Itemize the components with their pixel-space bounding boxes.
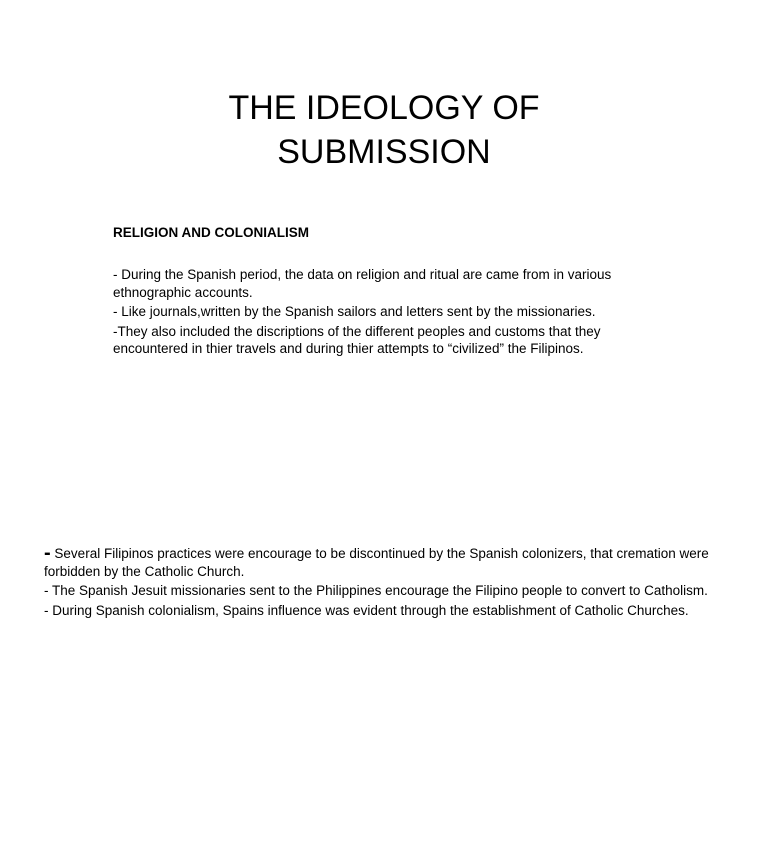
page-title [0,86,768,174]
paragraph-block-1 [113,266,673,360]
page-title-line-2: SUBMISSION [277,133,491,171]
paragraph: - The Spanish Jesuit missionaries sent to the Philippines encourage the Filipino people to convert to Catholism. [44,583,708,598]
paragraph-text: Several Filipinos practices were encourage to be discontinued by the Spanish colonizers, that cremation were forbidden by the Catholic Church. [44,546,709,579]
paragraph: - During the Spanish period, the data on religion and ritual are came from in various ethnographic accounts. [113,267,612,300]
paragraph-block-2 [44,542,734,621]
large-dash: - [44,542,51,564]
page-title-line-1: THE IDEOLOGY OF [228,89,540,127]
paragraph [44,542,734,580]
paragraph: - During Spanish colonialism, Spains influence was evident through the establishment of Catholic Churches. [44,602,689,618]
paragraph: - Like journals,written by the Spanish sailors and letters sent by the missionaries. [113,304,596,319]
paragraph: -They also included the discriptions of the different peoples and customs that they encountered in thier travels and during thier attempts to “civilized” the Filipinos. [113,323,601,356]
section-heading: RELIGION AND COLONIALISM [113,225,309,240]
